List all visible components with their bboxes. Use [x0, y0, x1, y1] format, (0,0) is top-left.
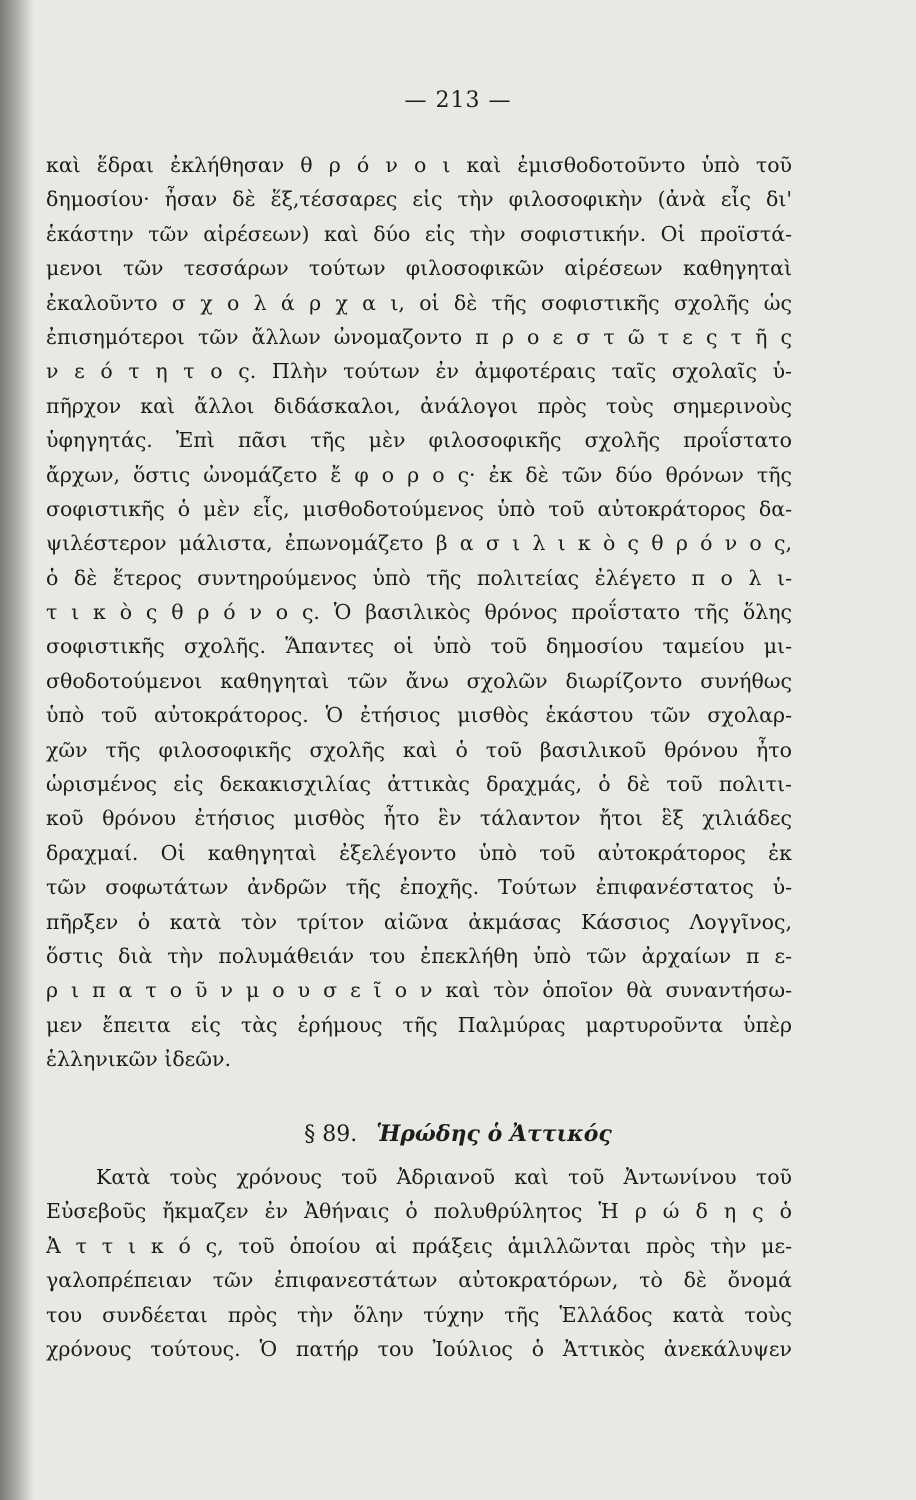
text-line: σθοδοτούμενοι καθηγηταὶ τῶν ἄνω σχολῶν διωρίζοντο συνήθως	[46, 668, 792, 693]
text-line: σοφιστικῆς ὁ μὲν εἷς, μισθοδοτούμενος ὑπὸ τοῦ αὐτοκράτορος δα-	[46, 496, 792, 521]
text-line: χρόνους τούτους. Ὁ πατήρ του Ἰούλιος ὁ Ἀττικὸς ἀνεκάλυψεν	[46, 1336, 792, 1361]
text-line: ν ε ό τ η τ ο ς. Πλὴν τούτων ἐν ἀμφοτέραις ταῖς σχολαῖς ὑ-	[46, 359, 792, 384]
text-line: σοφιστικῆς σχολῆς. Ἅπαντες οἱ ὑπὸ τοῦ δημοσίου ταμείου μι-	[46, 634, 792, 659]
text-line: ὁ δὲ ἕτερος συντηρούμενος ὑπὸ τῆς πολιτείας ἐλέγετο π ο λ ι-	[46, 565, 792, 590]
text-line: ἐκαλοῦντο σ χ ο λ ά ρ χ α ι, οἱ δὲ τῆς σοφιστικῆς σχολῆς ὡς	[46, 290, 792, 315]
binding-shadow	[0, 0, 34, 1500]
text-line: πῆρξεν ὁ κατὰ τὸν τρίτον αἰῶνα ἀκμάσας Κάσσιος Λογγῖνος,	[46, 909, 792, 934]
text-line: καὶ ἕδραι ἐκλήθησαν θ ρ ό ν ο ι καὶ ἐμισθοδοτοῦντο ὑπὸ τοῦ	[46, 153, 792, 177]
paragraph-2	[46, 1160, 792, 1366]
section-title: Ἡρώδης ὁ Ἀττικός	[376, 1121, 612, 1147]
text-line: Ἀ τ τ ι κ ό ς, τοῦ ὁποίου αἱ πράξεις ἁμιλλῶνται πρὸς τὴν με-	[46, 1233, 792, 1258]
text-line: ρ ι π α τ ο ῦ ν μ ο υ σ ε ῖ ο ν καὶ τὸν ὁποῖον θὰ συναντήσω-	[46, 978, 792, 1003]
section-number: § 89.	[304, 1122, 358, 1147]
section-heading	[0, 1114, 916, 1154]
text-line: του συνδέεται πρὸς τὴν ὅλην τύχην τῆς Ἑλλάδος κατὰ τοὺς	[46, 1302, 792, 1327]
text-line: μενοι τῶν τεσσάρων τούτων φιλοσοφικῶν αἱρέσεων καθηγηταὶ	[46, 256, 792, 281]
text-line: Κατὰ τοὺς χρόνους τοῦ Ἀδριανοῦ καὶ τοῦ Ἀντωνίνου τοῦ	[96, 1165, 792, 1189]
text-line: ἑκάστην τῶν αἱρέσεων) καὶ δύο εἰς τὴν σοφιστικήν. Οἱ προϊστά-	[46, 221, 792, 246]
text-line: κοῦ θρόνου ἐτήσιος μισθὸς ἦτο ἓν τάλαντον ἤτοι ἓξ χιλιάδες	[46, 806, 792, 831]
text-line: ὑφηγητάς. Ἐπὶ πᾶσι τῆς μὲν φιλοσοφικῆς σχολῆς προΐστατο	[46, 428, 792, 453]
text-line: ἄρχων, ὅστις ὠνομάζετο ἔ φ ο ρ ο ς· ἐκ δὲ τῶν δύο θρόνων τῆς	[46, 462, 792, 487]
text-line: ψιλέστερον μάλιστα, ἐπωνομάζετο β α σ ι λ ι κ ὸ ς θ ρ ό ν ο ς,	[46, 531, 792, 556]
text-line: γαλοπρέπειαν τῶν ἐπιφανεστάτων αὐτοκρατόρων, τὸ δὲ ὄνομά	[46, 1268, 792, 1293]
text-line: δραχμαί. Οἱ καθηγηταὶ ἐξελέγοντο ὑπὸ τοῦ αὐτοκράτορος ἐκ	[46, 840, 792, 865]
text-line: Εὐσεβοῦς ἤκμαζεν ἐν Ἀθήναις ὁ πολυθρύλητος Ἡ ρ ώ δ η ς ὁ	[46, 1199, 792, 1224]
text-line: τ ι κ ὸ ς θ ρ ό ν ο ς. Ὁ βασιλικὸς θρόνος προΐστατο τῆς ὅλης	[46, 600, 792, 625]
text-line: ὑπὸ τοῦ αὐτοκράτορος. Ὁ ἐτήσιος μισθὸς ἑκάστου τῶν σχολαρ-	[46, 703, 792, 728]
text-line: ὅστις διὰ τὴν πολυμάθειάν του ἐπεκλήθη ὑπὸ τῶν ἀρχαίων π ε-	[46, 943, 792, 968]
text-line-last: ἑλληνικῶν ἰδεῶν.	[46, 1047, 231, 1072]
text-line: ἐπισημότεροι τῶν ἄλλων ὠνομαζοντο π ρ ο ε σ τ ῶ τ ε ς τ ῆ ς	[46, 324, 792, 349]
text-line: χῶν τῆς φιλοσοφικῆς σχολῆς καὶ ὁ τοῦ βασιλικοῦ θρόνου ἦτο	[46, 737, 792, 762]
page-number: — 213 —	[404, 88, 512, 113]
text-line: πῆρχον καὶ ἄλλοι διδάσκαλοι, ἀνάλογοι πρὸς τοὺς σημερινοὺς	[46, 393, 792, 418]
text-line: τῶν σοφωτάτων ἀνδρῶν τῆς ἐποχῆς. Τούτων ἐπιφανέστατος ὑ-	[46, 875, 792, 900]
paragraph-1	[46, 148, 792, 1077]
text-line: ὡρισμένος εἰς δεκακισχιλίας ἀττικὰς δραχμάς, ὁ δὲ τοῦ πολιτι-	[46, 772, 792, 797]
text-line: δημοσίου· ἦσαν δὲ ἕξ,τέσσαρες εἰς τὴν φιλοσοφικὴν (ἀνὰ εἷς δι'	[46, 187, 792, 212]
text-line: μεν ἔπειτα εἰς τὰς ἐρήμους τῆς Παλμύρας μαρτυροῦντα ὑπὲρ	[46, 1012, 792, 1037]
